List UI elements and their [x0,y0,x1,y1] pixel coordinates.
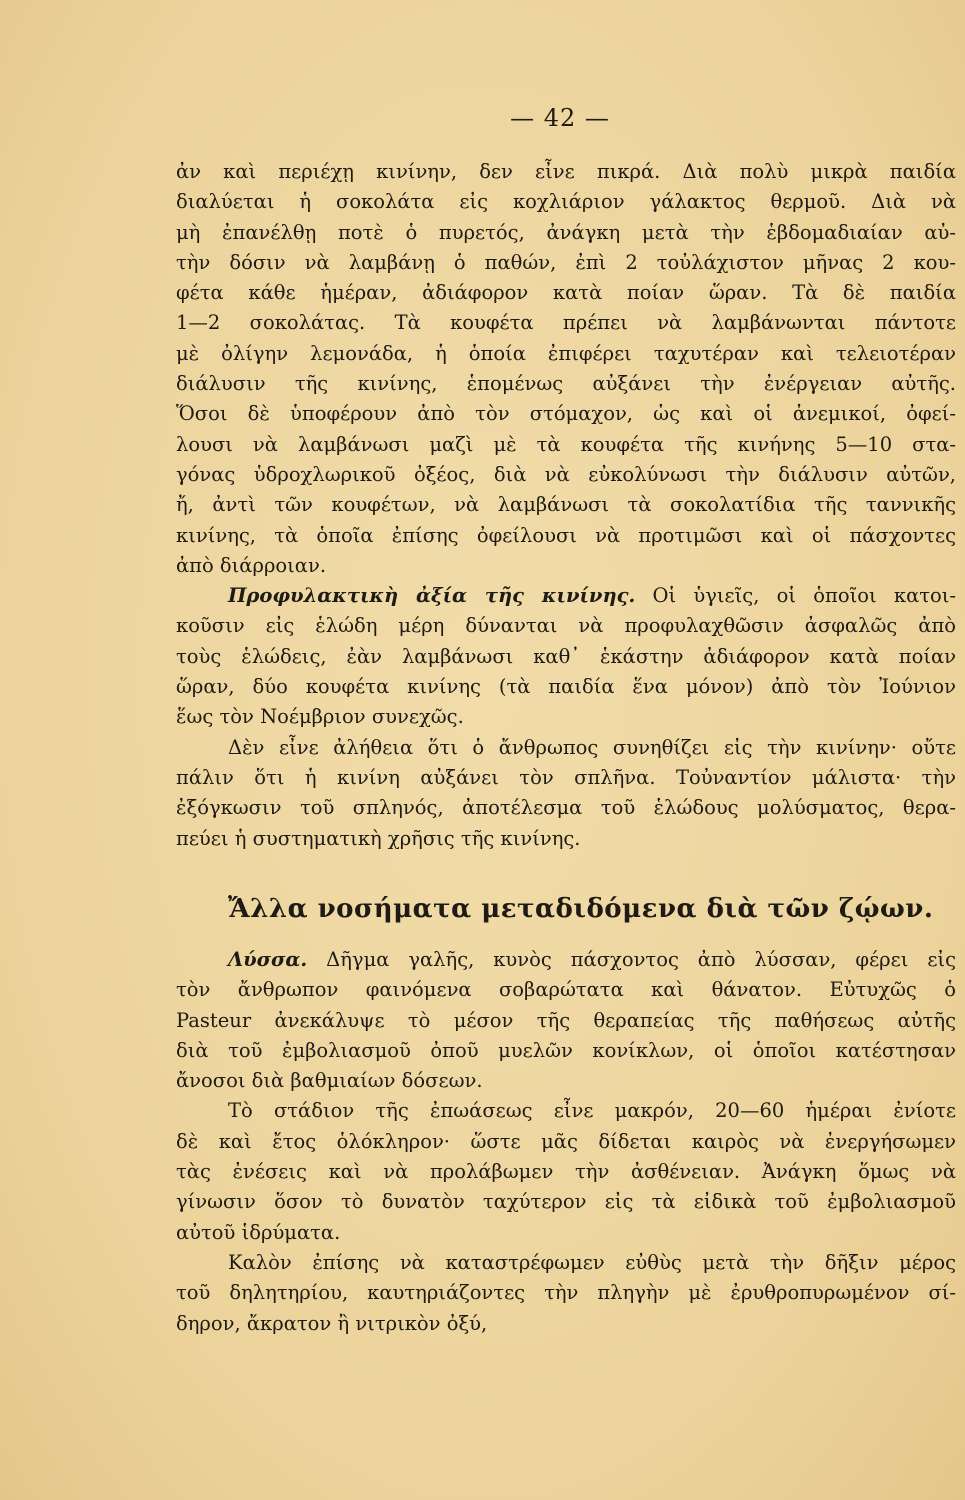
text-line: ἐξόγκωσιν τοῦ σπληνός, ἀποτέλεσμα τοῦ ἑλώδους μολύσματος, θερα- [176,796,956,820]
text-line: πάλιν ὅτι ἡ κινίνη αὐξάνει τὸν σπλῆνα. Τοὐναντίον μάλιστα· τὴν [176,765,956,789]
text-line: τοὺς ἑλώδεις, ἐὰν λαμβάνωσι καθ᾽ ἑκάστην ἀδιάφορον κατὰ ποίαν [176,644,956,668]
text-line: φέτα κάθε ἡμέραν, ἀδιάφορον κατὰ ποίαν ὥραν. Τὰ δὲ παιδία [176,281,956,305]
text-line: διάλυσιν τῆς κινίνης, ἑπομένως αὐξάνει τὴν ἐνέργειαν αὐτῆς. [176,372,956,396]
text-line: τοῦ δηλητηρίου, καυτηριάζοντες τὴν πληγὴν μὲ ἐρυθροπυρωμένον σί- [176,1281,956,1305]
text-line: ἀπὸ διάρροιαν. [176,553,327,577]
text-line: κινίνης, τὰ ὁποῖα ἐπίσης ὀφείλουσι νὰ προτιμῶσι καὶ οἱ πάσχοντες [176,523,956,547]
text-line: δὲ καὶ ἔτος ὁλόκληρον· ὥστε μᾶς δίδεται καιρὸς νὰ ἐνεργήσωμεν [176,1129,956,1153]
text-line: μὴ ἐπανέλθῃ ποτὲ ὁ πυρετός, ἀνάγκη μετὰ τὴν ἑβδομαδιαίαν αὐ- [176,220,956,244]
text-run: Δῆγμα γαλῆς, κυνὸς πάσχοντος ἀπὸ λύσσαν, φέρει εἰς [307,948,956,971]
paragraph-first-line [176,581,956,611]
text-line: τὴν δόσιν νὰ λαμβάνῃ ὁ παθών, ἐπὶ 2 τοὐλάχιστον μῆνας 2 κου- [176,250,956,274]
text-line: λουσι νὰ λαμβάνωσι μαζὶ μὲ τὰ κουφέτα τῆς κινήνης 5—10 στα- [176,432,956,456]
section-lead: Προφυλακτικὴ ἀξία τῆς κινίνης. [228,584,636,608]
section-heading: Ἄλλα νοσήματα μεταδιδόμενα διὰ τῶν ζῴων. [228,894,934,924]
text-line: δηρον, ἄκρατον ἢ νιτρικὸν ὀξύ, [176,1311,488,1335]
text-line: τὰς ἐνέσεις καὶ νὰ προλάβωμεν τὴν ἀσθένειαν. Ἀνάγκη ὅμως νὰ [176,1160,956,1184]
body-text-lower [176,945,956,1339]
section-lead: Λύσσα. [228,948,308,971]
text-line: κοῦσιν εἰς ἑλώδη μέρη δύνανται νὰ προφυλαχθῶσιν ἀσφαλῶς ἀπὸ [176,614,956,638]
text-line: 1—2 σοκολάτας. Τὰ κουφέτα πρέπει νὰ λαμβάνωνται πάντοτε [176,311,956,335]
text-line: Τὸ στάδιον τῆς ἐπωάσεως εἶνε μακρόν, 20—60 ἡμέραι ἐνίοτε [228,1099,956,1123]
text-line: Δὲν εἶνε ἀλήθεια ὅτι ὁ ἄνθρωπος συνηθίζει εἰς τὴν κινίνην· οὔτε [228,735,956,759]
text-line: γόνας ὑδροχλωρικοῦ ὀξέος, διὰ νὰ εὐκολύνωσι τὴν διάλυσιν αὐτῶν, [176,462,956,486]
text-line: ἄνοσοι διὰ βαθμιαίων δόσεων. [176,1069,483,1093]
text-line: πεύει ἡ συστηματικὴ χρῆσις τῆς κινίνης. [176,826,581,850]
text-line: τὸν ἄνθρωπον φαινόμενα σοβαρώτατα καὶ θάνατον. Εὐτυχῶς ὁ [176,978,956,1002]
text-line: διὰ τοῦ ἐμβολιασμοῦ ὀποῦ μυελῶν κονίκλων, οἱ ὁποῖοι κατέστησαν [176,1038,956,1062]
paragraph-first-line [176,945,956,975]
text-line: αὐτοῦ ἱδρύματα. [176,1220,341,1244]
body-text-upper [176,157,956,854]
text-line: γίνωσιν ὅσον τὸ δυνατὸν ταχύτερον εἰς τὰ εἰδικὰ τοῦ ἐμβολιασμοῦ [176,1190,956,1214]
text-line: ἤ, ἀντὶ τῶν κουφέτων, νὰ λαμβάνωσι τὰ σοκολατίδια τῆς ταννικῆς [176,493,956,517]
text-line: ὥραν, δύο κουφέτα κινίνης (τὰ παιδία ἕνα μόνον) ἀπὸ τὸν Ἰούνιον [176,675,956,699]
text-line: Καλὸν ἐπίσης νὰ καταστρέφωμεν εὐθὺς μετὰ τὴν δῆξιν μέρος [228,1250,956,1274]
page-number: — 42 — [510,104,610,132]
text-line: Pasteur ἀνεκάλυψε τὸ μέσον τῆς θεραπείας τῆς παθήσεως αὐτῆς [176,1008,956,1032]
text-line: ἀν καὶ περιέχῃ κινίνην, δεν εἶνε πικρά. Διὰ πολὺ μικρὰ παιδία [176,160,956,183]
text-line: διαλύεται ἡ σοκολάτα εἰς κοχλιάριον γάλακτος θερμοῦ. Διὰ νὰ [176,190,956,214]
text-run: Οἱ ὑγιεῖς, οἱ ὁποῖοι κατοι- [635,584,956,608]
text-line: ἕως τὸν Νοέμβριον συνεχῶς. [176,705,464,729]
text-line: Ὅσοι δὲ ὑποφέρουν ἀπὸ τὸν στόμαχον, ὡς καὶ οἱ ἀνεμικοί, ὀφεί- [176,402,956,426]
text-line: μὲ ὀλίγην λεμονάδα, ἡ ὁποία ἐπιφέρει ταχυτέραν καὶ τελειοτέραν [176,341,956,365]
